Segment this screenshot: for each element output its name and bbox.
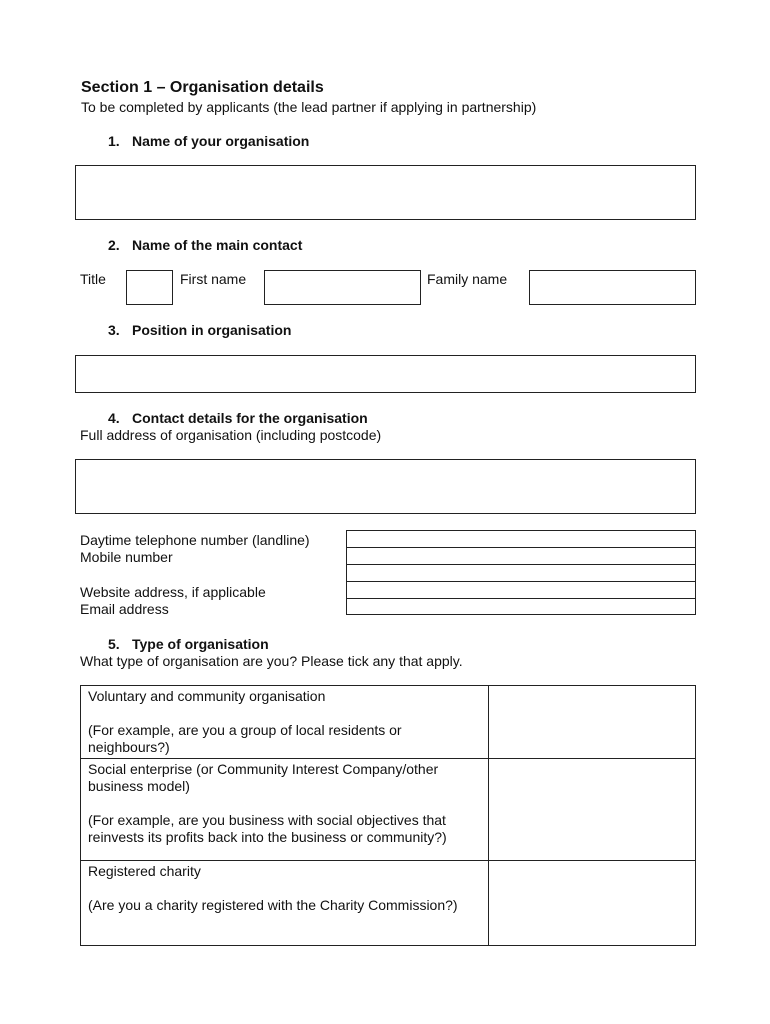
first-name-field[interactable] bbox=[264, 270, 421, 305]
family-name-field[interactable] bbox=[529, 270, 696, 305]
option-title: Registered charity bbox=[88, 863, 201, 879]
phone-field[interactable] bbox=[346, 530, 696, 547]
option-title: Social enterprise (or Community Interest Company/other business model) bbox=[88, 761, 439, 794]
blank-field[interactable] bbox=[346, 564, 696, 581]
table-row bbox=[81, 759, 696, 861]
title-field[interactable] bbox=[126, 270, 173, 305]
address-field[interactable] bbox=[75, 459, 696, 514]
website-field[interactable] bbox=[346, 581, 696, 598]
option-detail: (Are you a charity registered with the Charity Commission?) bbox=[88, 897, 458, 913]
organisation-name-field[interactable] bbox=[75, 165, 696, 220]
option-detail: (For example, are you a group of local residents or neighbours?) bbox=[88, 722, 402, 755]
q1-number: 1. bbox=[108, 133, 120, 149]
mobile-label: Mobile number bbox=[80, 549, 173, 565]
q5-heading-text: Type of organisation bbox=[132, 636, 269, 652]
q5-heading bbox=[108, 636, 269, 652]
q4-heading bbox=[108, 410, 368, 426]
contact-details-grid bbox=[346, 530, 696, 615]
q3-heading bbox=[108, 322, 291, 338]
q4-heading-text: Contact details for the organisation bbox=[132, 410, 368, 426]
option-label-cell bbox=[81, 861, 489, 946]
option-detail: (For example, are you business with social objectives that reinvests its profits back into the business or community?) bbox=[88, 812, 447, 845]
organisation-type-table bbox=[80, 685, 696, 946]
q2-heading-text: Name of the main contact bbox=[132, 237, 303, 253]
mobile-field[interactable] bbox=[346, 547, 696, 564]
title-label: Title bbox=[80, 271, 106, 287]
website-label: Website address, if applicable bbox=[80, 584, 266, 600]
q3-number: 3. bbox=[108, 322, 120, 338]
q5-instruction: What type of organisation are you? Please tick any that apply. bbox=[80, 653, 463, 669]
q1-heading-text: Name of your organisation bbox=[132, 133, 310, 149]
option-label-cell bbox=[81, 759, 489, 861]
address-label: Full address of organisation (including postcode) bbox=[80, 427, 382, 443]
tick-cell-social-enterprise[interactable] bbox=[489, 759, 696, 861]
table-row bbox=[81, 686, 696, 759]
q5-number: 5. bbox=[108, 636, 120, 652]
family-name-label: Family name bbox=[427, 271, 508, 287]
option-title: Voluntary and community organisation bbox=[88, 688, 326, 704]
position-field[interactable] bbox=[75, 355, 696, 393]
q4-number: 4. bbox=[108, 410, 120, 426]
option-label-cell bbox=[81, 686, 489, 759]
q2-number: 2. bbox=[108, 237, 120, 253]
section-subtitle: To be completed by applicants (the lead partner if applying in partnership) bbox=[81, 99, 537, 115]
section-title: Section 1 – Organisation details bbox=[81, 79, 324, 96]
tick-cell-voluntary[interactable] bbox=[489, 686, 696, 759]
q3-heading-text: Position in organisation bbox=[132, 322, 292, 338]
email-field[interactable] bbox=[346, 598, 696, 615]
phone-label: Daytime telephone number (landline) bbox=[80, 532, 310, 548]
email-label: Email address bbox=[80, 601, 169, 617]
q2-heading bbox=[108, 237, 302, 253]
table-row bbox=[81, 861, 696, 946]
first-name-label: First name bbox=[180, 271, 247, 287]
tick-cell-registered-charity[interactable] bbox=[489, 861, 696, 946]
q1-heading bbox=[108, 133, 309, 149]
